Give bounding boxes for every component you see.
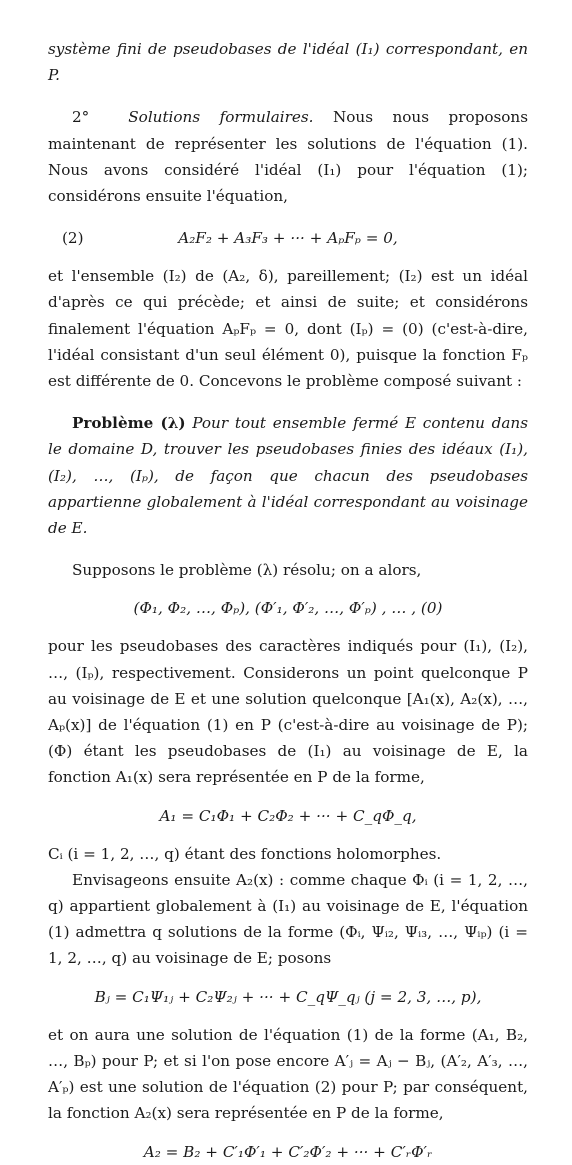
problem-text: Pour tout ensemble fermé E contenu dans le domaine D, trouver les pseudobases finies des idéaux (I₁), (I₂), …, (Iₚ), de façon que chacun des pseudobases appartienne globalement à l'idéal correspondant au voisinage de E. <box>48 414 528 538</box>
paragraph-suppose: Supposons le problème (λ) résolu; on a alors, <box>72 561 422 580</box>
section-number: 2° <box>72 108 90 127</box>
equation-bj: Bⱼ = C₁Ψ₁ⱼ + C₂Ψ₂ⱼ + ··· + C_qΨ_qⱼ (j = 2, 3, …, p), <box>94 987 482 1006</box>
paragraph-ideal: et l'ensemble (I₂) de (A₂, δ), pareillement; (I₂) est un idéal d'après ce qui précède; et ainsi de suite; et considérons finalement l'équation AₚFₚ = 0, dont (Iₚ) = (0) (c'est-à-dire, l'idéal consistant d'un seul élément 0), puisque la fonction Fₚ est différente de 0. Concevons le problème composé suivant : <box>48 267 528 391</box>
paragraph-envisageons: Envisageons ensuite A₂(x) : comme chaque Φᵢ (i = 1, 2, …, q) appartient globalement à (I₁) au voisinage de E, l'équation (1) admettra q solutions de la forme (Φᵢ, Ψᵢ₂, Ψᵢ₃, …, Ψᵢₚ) (i = 1, 2, …, q) au voisinage de E; posons <box>48 870 528 968</box>
paragraph-pseudobases: pour les pseudobases des caractères indiqués pour (I₁), (I₂), …, (Iₚ), respectivement. Considerons un point quelconque P au voisinage de E et une solution quelconque [A₁(x), A₂(x), …, Aₚ(x)] de l'équation (1) en P (c'est-à-dire au voisinage de P); (Φ) étant les pseudobases de (I₁) au voisinage de E, la fonction A₁(x) sera représentée en P de la forme, <box>48 637 528 787</box>
section-title: Solutions formulaires. <box>128 108 314 127</box>
paragraph-solution: et on aura une solution de l'équation (1) de la forme (A₁, B₂, …, Bₚ) pour P; et si l'on pose encore A′ⱼ = Aⱼ − Bⱼ, (A′₂, A′₃, …, A′ₚ) est une solution de l'équation (2) pour P; par conséquent, la fonction A₂(x) sera représentée en P de la forme, <box>48 1025 528 1123</box>
equation-body: A₂F₂ + A₃F₃ + ··· + AₚFₚ = 0, <box>178 229 398 248</box>
equation-a2: A₂ = B₂ + C′₁Φ′₁ + C′₂Φ′₂ + ··· + C′ᵣΦ′ᵣ <box>143 1142 433 1161</box>
page-body <box>48 0 528 1165</box>
equation-2 <box>48 219 528 257</box>
equation-a1: A₁ = C₁Φ₁ + C₂Φ₂ + ··· + C_qΦ_q, <box>159 806 417 825</box>
problem-label: Problème (λ) <box>72 414 186 433</box>
section-text: Nous nous proposons maintenant de représenter les solutions de l'équation (1). Nous avons considéré l'idéal (I₁) pour l'équation (1); considérons ensuite l'équation, <box>48 108 528 206</box>
paragraph-solutions-formulaires <box>48 104 528 209</box>
equation-number: (2) <box>62 229 84 248</box>
paragraph-ci: Cᵢ (i = 1, 2, …, q) étant des fonctions holomorphes. <box>48 844 442 863</box>
paragraph-intro: système fini de pseudobases de l'idéal (I₁) correspondant, en P. <box>48 40 528 85</box>
problem-statement <box>48 410 528 541</box>
equation-pseudobases: (Φ₁, Φ₂, …, Φₚ), (Φ′₁, Φ′₂, …, Φ′ₚ) , … , (0) <box>133 599 443 618</box>
